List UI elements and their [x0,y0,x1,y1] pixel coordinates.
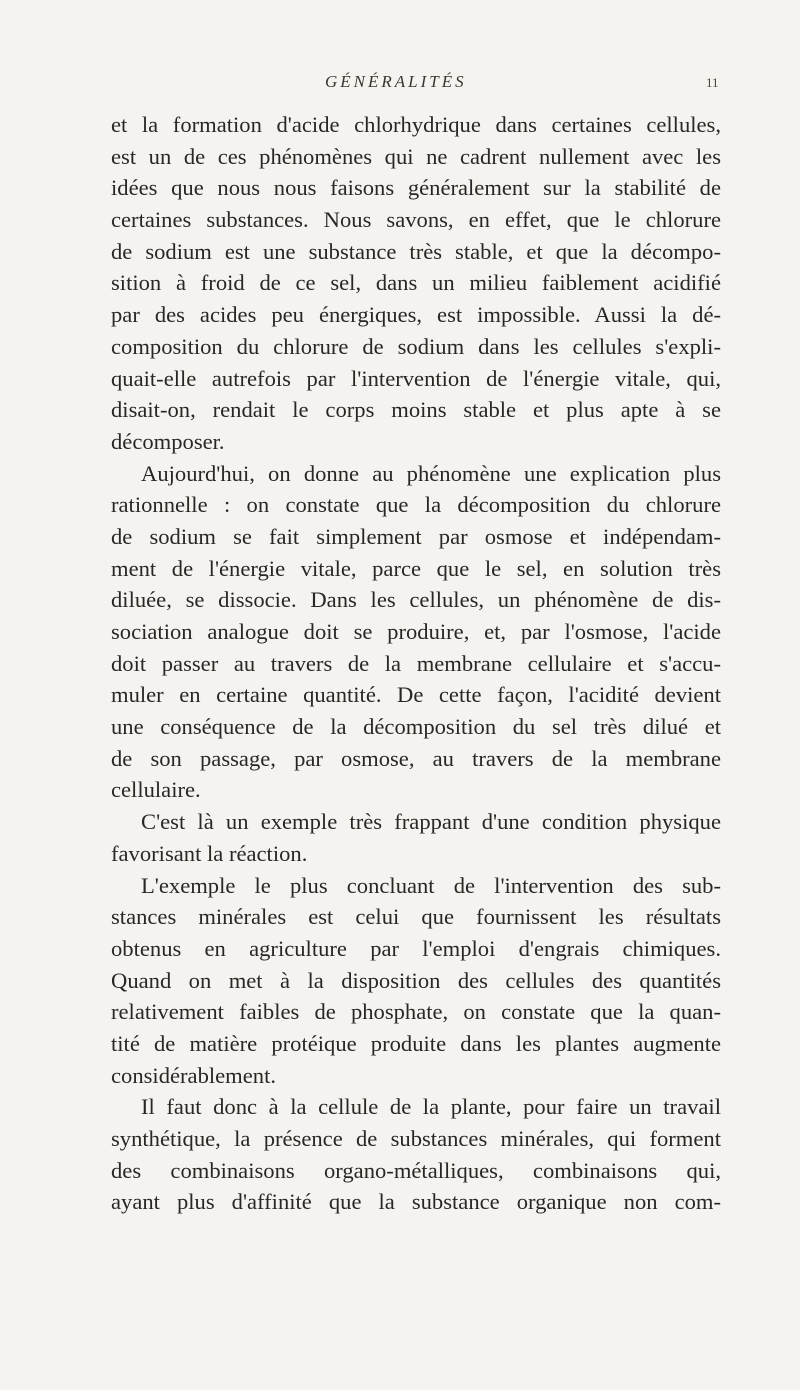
text-line: favorisant la réaction. [111,840,308,866]
text-line: diluée, se dissocie. Dans les cellules, un phénomène de dis- [111,587,721,613]
page-header [0,72,800,96]
text-line: de son passage, par osmose, au travers de la membrane [111,745,721,771]
paragraph-start-line: Aujourd'hui, on donne au phénomène une explication plus [141,460,721,486]
text-line: cellulaire. [111,777,201,803]
paragraph-start-line: L'exemple le plus concluant de l'intervention des sub- [141,872,721,898]
text-line: disait-on, rendait le corps moins stable et plus apte à se [111,397,721,423]
running-title: GÉNÉRALITÉS [325,72,467,91]
text-line: certaines substances. Nous savons, en effet, que le chlorure [111,207,721,233]
text-line: une conséquence de la décomposition du sel très dilué et [111,714,721,740]
text-line: synthétique, la présence de substances minérales, qui forment [111,1126,721,1151]
text-line: par des acides peu énergiques, est impossible. Aussi la dé- [111,302,721,328]
text-line: stances minérales est celui que fournissent les résultats [111,904,721,930]
text-line: rationnelle : on constate que la décomposition du chlorure [111,492,721,518]
text-line: ayant plus d'affinité que la substance organique non com- [111,1189,721,1215]
text-line: décomposer. [111,428,225,454]
text-line: relativement faibles de phosphate, on constate que la quan- [111,999,721,1025]
text-line: muler en certaine quantité. De cette façon, l'acidité devient [111,682,721,708]
text-line: quait-elle autrefois par l'intervention de l'énergie vitale, qui, [111,365,721,391]
paragraph-start-line: C'est là un exemple très frappant d'une condition physique [141,809,721,835]
page-number: 11 [706,75,719,90]
text-line: ment de l'énergie vitale, parce que le sel, en solution très [111,555,721,581]
text-line: doit passer au travers de la membrane cellulaire et s'accu- [111,650,721,676]
text-line: tité de matière protéique produite dans les plantes augmente [111,1030,721,1056]
text-line: composition du chlorure de sodium dans les cellules s'expli- [111,333,721,359]
text-line: sition à froid de ce sel, dans un milieu faiblement acidifié [111,270,721,296]
text-line: de sodium est une substance très stable, et que la décompo- [111,238,721,264]
body-text [111,109,721,1218]
paragraph-start-line: Il faut donc à la cellule de la plante, pour faire un travail [141,1094,721,1120]
text-line: idées que nous nous faisons généralement sur la stabilité de [111,175,721,201]
text-line: Quand on met à la disposition des cellules des quantités [111,967,721,993]
text-line: est un de ces phénomènes qui ne cadrent nullement avec les [111,143,721,169]
text-line: des combinaisons organo-métalliques, combinaisons qui, [111,1157,721,1183]
text-line: de sodium se fait simplement par osmose et indépendam- [111,523,721,549]
text-line: considérablement. [111,1062,276,1088]
text-line: obtenus en agriculture par l'emploi d'engrais chimiques. [111,935,721,961]
text-line: et la formation d'acide chlorhydrique dans certaines cellules, [111,112,721,137]
text-line: sociation analogue doit se produire, et, par l'osmose, l'acide [111,619,721,644]
